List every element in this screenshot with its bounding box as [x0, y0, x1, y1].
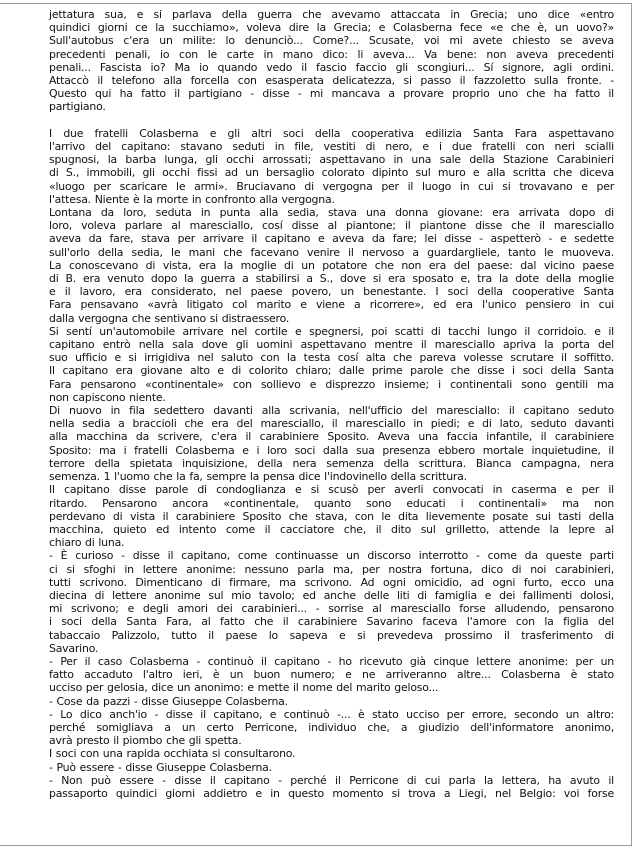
text-line: Savarino. — [49, 641, 99, 655]
text-line: l'arrivo del capitano: stavano seduti in file, vestiti di nero, e i due fratelli con neri scialli — [49, 140, 614, 154]
text-line: non capiscono niente. — [49, 390, 166, 404]
text-line: tutti scrivono. Dimenticano di firmare, ma scrivono. Ad ogni omicidio, ad ogni furto, ecco una — [49, 575, 614, 589]
text-line: l'attesa. Niente è la morte in confronto alla vergogna. — [49, 192, 335, 206]
text-line: Fara pensarono «continentale» con sollievo e disprezzo insieme; i continentali sono gentili ma — [49, 377, 614, 391]
text-line: mi scrivono; e degli amori dei carabinieri... - sorrise al maresciallo forse alludendo, pensarono — [49, 602, 614, 616]
text-line: diecina di lettere anonime sul mio tavolo; ed anche delle liti di famiglia e dei fallimenti dolosi, — [49, 588, 614, 602]
text-line: nella sedia a braccioli che era del maresciallo, il maresciallo in piedi; e di lato, seduto davanti — [49, 417, 614, 431]
text-line: Di nuovo in fila sedettero davanti alla scrivania, nell'ufficio del maresciallo: il capitano seduto — [49, 404, 614, 418]
text-line: Sull'autobus c'era un milite: lo denunciò... Come?... Scusate, voi mi avete chiesto se aveva — [49, 34, 614, 48]
text-line: - Per il caso Colasberna - continuò il capitano - ho ricevuto già cinque lettere anonime: per un — [49, 654, 614, 668]
text-line: dalla vergogna che sentivano si distraessero. — [49, 311, 290, 325]
paragraph-13 — [49, 774, 614, 800]
text-line: - Cose da pazzi - disse Giuseppe Colasberna. — [49, 694, 288, 708]
text-line: ritardo. Pensarono ancora «continentale, quanto sono educati i continentali» ma non — [49, 496, 614, 510]
text-line: La conoscevano di vista, era la moglie di un potatore che non era del paese: dal vicino paese — [49, 258, 614, 272]
paragraph-12 — [49, 761, 614, 774]
text-line: Lontana da loro, seduta in punta alla sedia, stava una donna giovane: era arrivata dopo di — [49, 206, 614, 220]
text-line: - È curioso - disse il capitano, come continuasse un discorso interrotto - come da queste parti — [49, 549, 614, 563]
text-line: perché somigliava a un certo Perricone, individuo che, a giudizio dell'informatore anonimo, — [49, 720, 614, 734]
text-line: «luogo per scaricare le armi». Bruciavano di vergogna per il luogo in cui si trovavano e per — [49, 179, 614, 193]
text-line: Fara pensavano «avrà litigato col marito e viene a ricorrere», ed era l'unico pensiero in cui — [49, 298, 614, 312]
text-line: I soci con una rapida occhiata si consultarono. — [49, 747, 296, 761]
text-line: e il lavoro, era considerato, nel paese povero, un benestante. I soci della cooperative Santa — [49, 285, 614, 299]
text-line: I due fratelli Colasberna e gli altri soci della cooperativa edilizia Santa Fara aspettavano — [49, 126, 614, 140]
text-line: Il capitano disse parole di condoglianza e si scusò per averli convocati in caserma e per il — [49, 483, 614, 497]
text-line: suo ufficio e si irrigidiva nel saluto con la testa cosí alta che pareva volesse scrutare il soffitto. — [49, 351, 614, 365]
text-line: fatto accaduto l'altro ieri, è un buon numero; e ne arriveranno altre... Colasberna è stato — [49, 668, 614, 682]
text-line: aveva da fare, stava per arrivare il capitano e aveva da fare; lei disse - aspetterò - e sedette — [49, 232, 614, 246]
paragraph-7 — [49, 549, 614, 655]
text-line: terrore della spietata inquisizione, della nera semenza della scrittura. Bianca campagna, nera — [49, 456, 614, 470]
text-line: - Lo dico anch'io - disse il capitano, e continuò -... è stato ucciso per errore, secondo un altro: — [49, 707, 614, 721]
text-line: precedenti penali, io con le carte in mano dico: li aveva... Va bene: non aveva precedenti — [49, 47, 614, 61]
paragraph-2 — [49, 127, 614, 206]
text-line: loro, voleva parlare al maresciallo, cosí disse al piantone; il piantone disse che il maresciallo — [49, 219, 614, 233]
paragraph-3 — [49, 206, 614, 325]
text-line: spugnosi, la barba lunga, gli occhi arrossati; aspettavano in una sale della Stazione Carabinieri — [49, 153, 614, 167]
paragraph-8 — [49, 655, 614, 695]
text-line: di B. era venuto dopo la guerra a stabilirsi a S., dove si era sposato e, tra la dote della moglie — [49, 272, 614, 286]
text-line: di S., immobili, gli occhi fissi ad un bersaglio colorato dipinto sul muro e alla scritta che diceva — [49, 166, 614, 180]
text-line: passaporto quindici giorni addietro e in questo momento si trova a Liegi, nel Belgio: voi forse — [49, 786, 614, 800]
text-line: quindici giorni ce la succhiamo», voleva dire la Grecia; e Colasberna fece «e che è, un uovo?» — [49, 21, 614, 35]
paragraph-5 — [49, 404, 614, 483]
text-line: capitano entrò nella sala dove gli uomini aspettavano mentre il maresciallo apriva la porta del — [49, 338, 614, 352]
paragraph-6 — [49, 483, 614, 549]
text-line: partigiano. — [49, 100, 106, 114]
text-line: semenza. 1 l'uomo che la fa, sempre la pensa dice l'indovinello della scrittura. — [49, 470, 467, 484]
text-line: Sposito: ma i fratelli Colasberna e i loro soci dalla sua presenza ebbero mortale inquietudine, il — [49, 443, 614, 457]
text-line: chiaro di luna. — [49, 536, 125, 550]
text-line: Questo qui ha fatto il partigiano - disse - mi mancava a provare proprio uno che ha fatto il — [49, 87, 614, 101]
text-line: ucciso per gelosia, dice un anonimo: e mette il nome del marito geloso... — [49, 681, 439, 695]
text-line: tabaccaio Palizzolo, tutto il paese lo sapeva e si prevedeva prossimo il trasferimento di — [49, 628, 614, 642]
paragraph-9 — [49, 695, 614, 708]
text-line: macchina, quieto ed intento come il cacciatore che, il dito sul grilletto, attende la lepre al — [49, 522, 614, 536]
text-line: Attaccò il telefono alla forcella con esasperata delicatezza, si passo il fazzoletto sulla fronte. - — [49, 74, 614, 88]
text-line: penali... Fascista io? Ma io quando vedo il fascio faccio gli scongiuri... Sí signore, agli ordini. — [49, 60, 614, 74]
text-line: - Può essere - disse Giuseppe Colasberna. — [49, 760, 272, 774]
text-line: avrà presto il piombo che gli spetta. — [49, 734, 242, 748]
paragraph-1 — [49, 8, 614, 114]
text-line: perdevano di vista il carabiniere Sposito che stava, con le dita lievemente posate sui tasti della — [49, 509, 614, 523]
text-line: jettatura sua, e si parlava della guerra che avevamo attaccata in Grecia; uno dice «entro — [49, 8, 614, 21]
text-line: i soci della Santa Fara, al fatto che il carabiniere Savarino faceva l'amore con la figlia del — [49, 615, 614, 629]
paragraph-11 — [49, 747, 614, 760]
text-line: sull'orlo della sedia, le mani che facevano venire il nervoso a guardargliele, tanto le muoveva. — [49, 245, 614, 259]
page-text-column — [49, 8, 614, 800]
text-line: alla macchina da scrivere, c'era il carabiniere Sposito. Aveva una faccia infantile, il carabiniere — [49, 430, 614, 444]
paragraph-10 — [49, 708, 614, 748]
text-line: Si sentí un'automobile arrivare nel cortile e spegnersi, poi scatti di tacchi lungo il corridoio. e il — [49, 324, 614, 338]
text-line: - Non può essere - disse il capitano - perché il Perricone di cui parla la lettera, ha avuto il — [49, 773, 614, 787]
text-line: ci si sfoghi in lettere anonime: nessuno parla ma, per nostra fortuna, dico di noi carabinieri, — [49, 562, 614, 576]
paragraph-4 — [49, 325, 614, 404]
text-line: Il capitano era giovane alto e di colorito chiaro; dalle prime parole che disse i soci della Santa — [49, 364, 614, 378]
